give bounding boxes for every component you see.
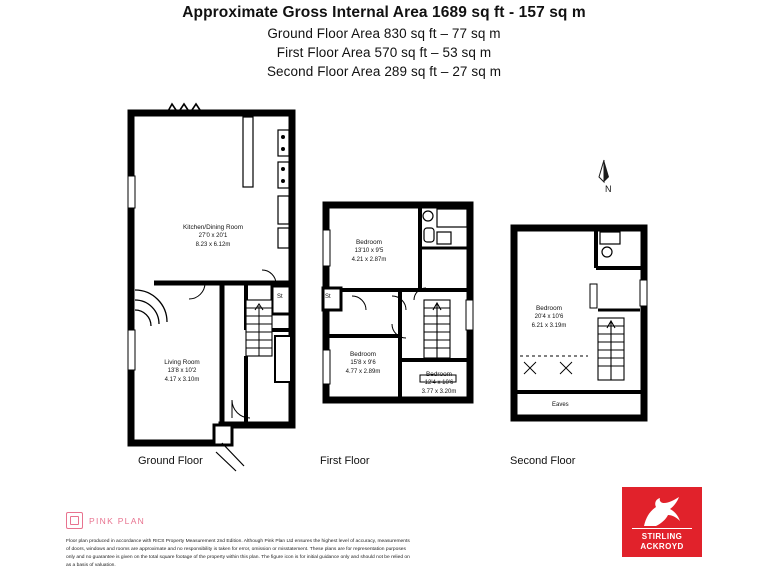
room-label-store-ground: St	[277, 294, 283, 300]
caption-second-floor: Second Floor	[510, 455, 576, 467]
room-label-bedroom-2: Bedroom 15'8 x 9'6 4.77 x 2.89m	[345, 351, 381, 375]
compass-north-label: N	[605, 184, 612, 194]
stirling-ackroyd-logo	[622, 487, 702, 557]
room-label-bedroom-4: Bedroom 20'4 x 10'6 6.21 x 3.19m	[531, 305, 567, 329]
ground-floor-area: Ground Floor Area 830 sq ft – 77 sq m	[267, 26, 501, 41]
caption-ground-floor: Ground Floor	[138, 455, 203, 467]
room-label-eaves: Eaves	[552, 402, 569, 408]
pink-plan-logo	[66, 512, 145, 529]
room-label-bedroom-1: Bedroom 13'10 x 9'5 4.21 x 2.87m	[351, 239, 387, 263]
room-label-store-first: St	[325, 294, 331, 300]
pink-plan-icon	[66, 512, 83, 529]
disclaimer-text: Floor plan produced in accordance with RICS Property Measurement 2nd Edition. Although Pink Plan Ltd ensures the highest level of accuracy, measurements of doors, windows and rooms are approximate and no responsibility is taken for error, omission or misstatement. These plans are for representation purposes only and no guarantee is given on the total square footage of the property within this plan. The figure icon is for initial guidance only and should not be relied on as a basis of valuation.	[66, 539, 410, 569]
room-label-living: Living Room 13'8 x 10'2 4.17 x 3.10m	[164, 359, 200, 383]
pink-plan-label: PINK PLAN	[89, 515, 146, 526]
caption-first-floor: First Floor	[320, 455, 370, 467]
first-floor-area: First Floor Area 570 sq ft – 53 sq m	[276, 45, 492, 60]
room-label-kitchen: Kitchen/Dining Room 27'0 x 20'1 8.23 x 6.12m	[182, 224, 244, 248]
griffin-icon	[636, 493, 688, 531]
room-label-bedroom-3: Bedroom 12'4 x 10'6 3.77 x 3.20m	[421, 371, 457, 395]
second-floor-area: Second Floor Area 289 sq ft – 27 sq m	[266, 64, 502, 79]
ground-floor-plan	[128, 104, 292, 471]
page-title: Approximate Gross Internal Area 1689 sq ft - 157 sq m	[182, 4, 586, 21]
agency-name: STIRLING ACKROYD	[640, 532, 684, 551]
